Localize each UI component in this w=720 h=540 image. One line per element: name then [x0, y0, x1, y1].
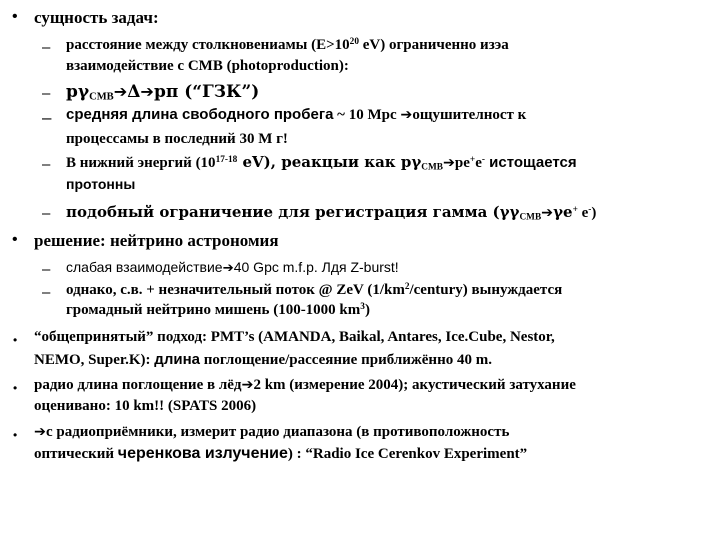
item-radio-absorption-line1: радио длина поглощение в лёд➔2 km (измерение 2004); акустический затухание: [34, 377, 576, 393]
item-standard-approach-line2: NEMO, Super.K): длина поглощение/рассеяние приближённо 40 m.: [34, 351, 492, 368]
dash-marker: –: [42, 284, 51, 301]
item-radio-absorption-line2: оценивано: 10 km!! (SPATS 2006): [34, 398, 257, 414]
arrow-icon: ➔: [113, 82, 128, 101]
bullet-marker: •: [12, 231, 18, 248]
subitem-distance-line2: взаимодействие с CMB (photoproduction):: [66, 58, 349, 74]
arrow-icon: ➔: [442, 155, 455, 171]
arrow-icon: ➔: [400, 107, 413, 123]
subitem-flux-line1: однако, с.в. + незначительный поток @ ZeV $(1/km^2/century)$ вынуждается: [66, 281, 563, 298]
subitem-distance-line1: расстояние между столкновениамы ($E>10^{20}$ eV) ограниченно изэа: [66, 36, 509, 53]
heading-solution: решение: нейтрино астрономия: [34, 231, 279, 250]
subitem-gzk-reaction: $p\gamma_{CMB}➔\Delta➔p\pi$ (“ГЗК”): [66, 82, 260, 103]
subitem-mean-free-path-line1: средняя длина свободного пробега ~ 10 Mpc ➔ощушителност к: [66, 106, 527, 123]
arrow-icon: ➔: [140, 82, 154, 101]
arrow-icon: ➔: [241, 377, 254, 393]
subitem-gamma-limit: подобный ограничение для регистрация гамма ($\gamma\gamma_{CMB}➔\gamma e^+$ e-): [66, 203, 597, 223]
dash-marker: –: [42, 205, 51, 222]
bullet-marker: •: [13, 333, 18, 347]
dash-marker: –: [42, 108, 52, 127]
subitem-flux-line2: громадный нейтрино мишень (100-1000 $km^3$): [66, 301, 370, 318]
subitem-low-energy-line2: протонны: [66, 176, 136, 192]
dash-marker: –: [42, 156, 51, 173]
dash-marker: –: [42, 39, 51, 56]
subitem-mean-free-path-line2: процессамы в последний 30 M г!: [66, 131, 288, 147]
arrow-icon: ➔: [541, 205, 554, 221]
item-standard-approach-line1: “общепринятый” подход: PMT’s (AMANDA, Baikal, Antares, Ice.Cube, Nestor,: [34, 329, 555, 345]
heading-problem: сущность задач:: [34, 8, 159, 27]
subitem-low-energy-line1: В нижний энергий (10$^{17-18}$ eV), реакцыи как $p\gamma_{CMB}➔pe^+e^-$ истощается: [66, 153, 577, 173]
bullet-marker: •: [13, 381, 18, 395]
arrow-icon: ➔: [222, 261, 234, 276]
dash-marker: –: [42, 85, 51, 102]
subitem-weak-interaction: слабая взаимодействие➔40 Gpc m.f.p. Лдя Z-burst!: [66, 259, 399, 276]
bullet-marker: •: [13, 428, 18, 442]
dash-marker: –: [42, 261, 51, 278]
bullet-marker: •: [12, 8, 18, 25]
item-radio-receivers-line2: оптический черенкова излучение) : “Radio Ice Cerenkov Experiment”: [34, 445, 528, 462]
item-radio-receivers-line1: ➔с радиоприёмники, измерит радио диапазона (в противоположность: [34, 424, 510, 440]
arrow-icon: ➔: [34, 424, 46, 440]
